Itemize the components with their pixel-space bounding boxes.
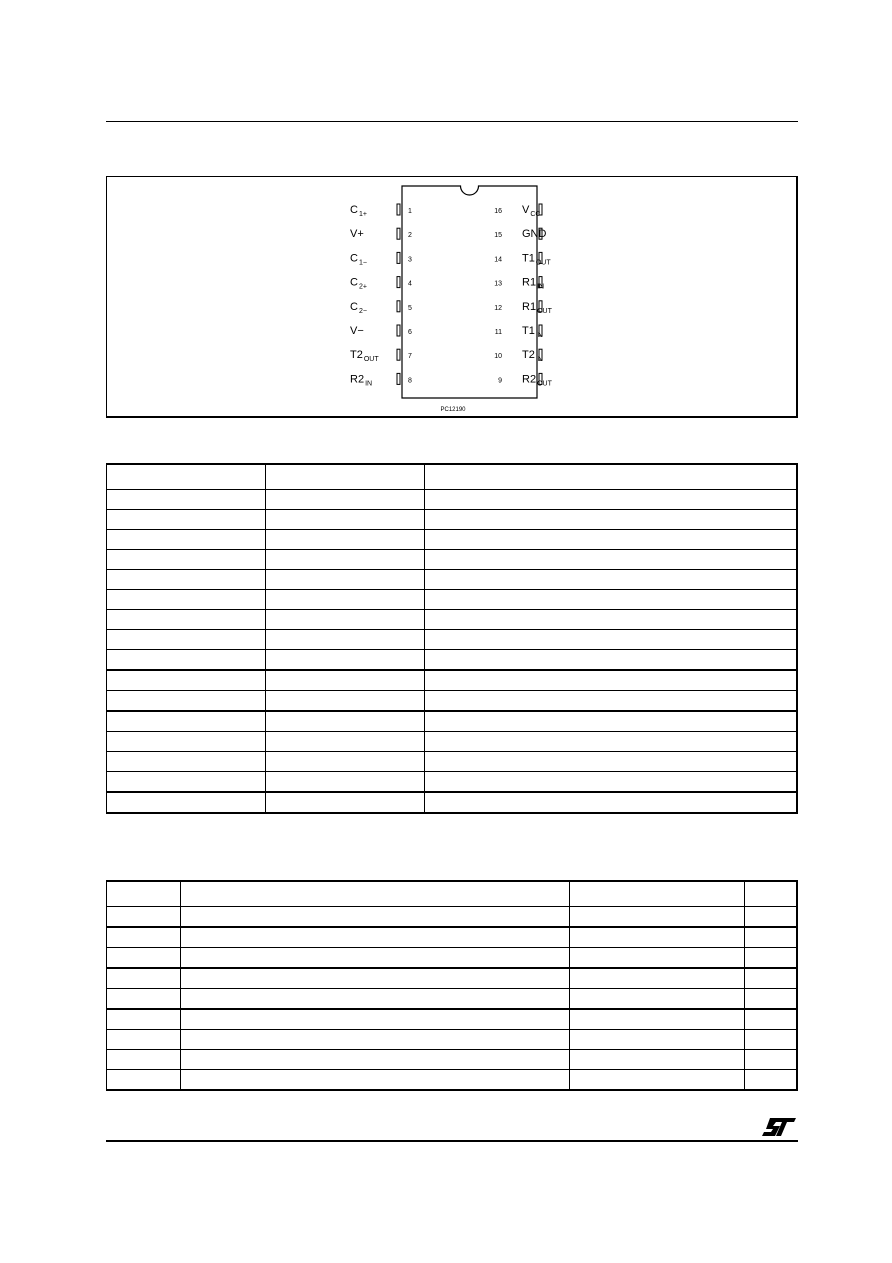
table-row bbox=[107, 691, 798, 712]
table-cell bbox=[425, 711, 798, 732]
pin-number-13: 13 bbox=[494, 280, 502, 288]
table-header-row bbox=[107, 464, 798, 490]
pin-number-5: 5 bbox=[408, 304, 412, 312]
table-cell bbox=[266, 752, 425, 772]
pin-stub-7 bbox=[397, 349, 400, 360]
table-cell bbox=[425, 570, 798, 590]
table-cell bbox=[266, 711, 425, 732]
table-row bbox=[107, 711, 798, 732]
table-cell bbox=[570, 989, 745, 1010]
table-cell bbox=[107, 732, 266, 752]
table-cell bbox=[107, 1030, 181, 1050]
table-cell bbox=[266, 550, 425, 570]
table-cell bbox=[107, 989, 181, 1010]
table-cell bbox=[181, 989, 570, 1010]
pin-number-4: 4 bbox=[408, 280, 412, 288]
pin-label-15: GND bbox=[522, 228, 547, 241]
table-cell bbox=[425, 490, 798, 510]
table-cell bbox=[425, 590, 798, 610]
pin-label-6: V− bbox=[350, 325, 364, 337]
table-row bbox=[107, 630, 798, 650]
table-cell bbox=[266, 530, 425, 550]
pin-number-9: 9 bbox=[498, 377, 502, 385]
diagram-code: PC12190 bbox=[440, 407, 466, 413]
pin-stub-5 bbox=[397, 301, 400, 312]
pin-stub-2 bbox=[397, 228, 400, 239]
footer-rule bbox=[106, 1140, 798, 1142]
table-cell bbox=[266, 650, 425, 671]
table-cell bbox=[745, 1030, 798, 1050]
table-cell bbox=[107, 650, 266, 671]
table-cell bbox=[570, 1030, 745, 1050]
table-row bbox=[107, 610, 798, 630]
table-cell bbox=[107, 792, 266, 813]
table-cell bbox=[181, 1050, 570, 1070]
table-row bbox=[107, 1009, 798, 1030]
table-cell bbox=[266, 772, 425, 793]
table-row bbox=[107, 1070, 798, 1091]
table-cell bbox=[266, 490, 425, 510]
pin-stub-3 bbox=[397, 252, 400, 263]
table-cell bbox=[107, 490, 266, 510]
table-cell bbox=[107, 570, 266, 590]
pin-label-7: $T2_{OUT}$ bbox=[350, 349, 379, 364]
table-cell bbox=[107, 1009, 181, 1030]
pin-label-12: $R1_{OUT}$ bbox=[522, 300, 552, 315]
table-cell bbox=[425, 610, 798, 630]
table-cell bbox=[266, 732, 425, 752]
pin-stub-6 bbox=[397, 325, 400, 336]
table-cell bbox=[107, 948, 181, 969]
table-cell bbox=[425, 550, 798, 570]
table-cell bbox=[425, 670, 798, 691]
pin-number-8: 8 bbox=[408, 377, 412, 385]
table-row bbox=[107, 1030, 798, 1050]
chip-body bbox=[402, 186, 537, 398]
table-cell bbox=[266, 691, 425, 712]
table-cell bbox=[745, 989, 798, 1010]
table-cell bbox=[570, 907, 745, 928]
table-cell bbox=[107, 691, 266, 712]
table-row bbox=[107, 1050, 798, 1070]
table-cell bbox=[745, 927, 798, 948]
table-cell bbox=[107, 1050, 181, 1070]
pin-label-9: $R2_{OUT}$ bbox=[522, 373, 552, 388]
table-cell bbox=[181, 1070, 570, 1091]
table-cell bbox=[570, 968, 745, 989]
table-cell bbox=[745, 1009, 798, 1030]
table-cell bbox=[107, 881, 181, 907]
table-cell bbox=[107, 510, 266, 530]
pin-number-12: 12 bbox=[494, 304, 502, 312]
pin-number-15: 15 bbox=[494, 232, 502, 240]
table-cell bbox=[266, 510, 425, 530]
table-cell bbox=[425, 772, 798, 793]
pin-label-11: $T1_{IN}$ bbox=[522, 325, 543, 339]
table-cell bbox=[745, 968, 798, 989]
table-cell bbox=[570, 1070, 745, 1091]
pin-label-8: $R2_{IN}$ bbox=[350, 373, 373, 388]
table-cell bbox=[181, 968, 570, 989]
table-cell bbox=[425, 732, 798, 752]
pin-number-6: 6 bbox=[408, 329, 412, 336]
header-rule bbox=[106, 121, 798, 122]
table-cell bbox=[181, 1030, 570, 1050]
table-cell bbox=[107, 630, 266, 650]
table-cell bbox=[266, 590, 425, 610]
table-cell bbox=[425, 510, 798, 530]
table-row bbox=[107, 989, 798, 1010]
table-header-row bbox=[107, 881, 798, 907]
table-cell bbox=[266, 464, 425, 490]
pin-connection-diagram bbox=[106, 176, 798, 418]
pin-number-14: 14 bbox=[494, 256, 502, 264]
pin-label-2: V+ bbox=[350, 228, 364, 241]
table-row bbox=[107, 732, 798, 752]
table-cell bbox=[745, 881, 798, 907]
table-row bbox=[107, 927, 798, 948]
table-cell bbox=[570, 1050, 745, 1070]
table-cell bbox=[107, 907, 181, 928]
st-logo-icon bbox=[760, 1116, 798, 1138]
table-row bbox=[107, 530, 798, 550]
pin-number-1: 1 bbox=[408, 208, 412, 215]
pin-number-3: 3 bbox=[408, 256, 412, 264]
table-cell bbox=[425, 792, 798, 813]
table-cell bbox=[107, 610, 266, 630]
table-row bbox=[107, 550, 798, 570]
table-cell bbox=[181, 907, 570, 928]
table-cell bbox=[181, 1009, 570, 1030]
table-cell bbox=[266, 670, 425, 691]
table-cell bbox=[425, 691, 798, 712]
pin-number-7: 7 bbox=[408, 353, 412, 361]
pin-description-table bbox=[106, 463, 798, 814]
pin-number-11: 11 bbox=[494, 329, 502, 336]
table-cell bbox=[107, 927, 181, 948]
table-cell bbox=[107, 530, 266, 550]
table-row bbox=[107, 948, 798, 969]
table-cell bbox=[425, 650, 798, 671]
table-cell bbox=[570, 948, 745, 969]
table-row bbox=[107, 570, 798, 590]
pin-number-2: 2 bbox=[408, 232, 412, 240]
table-cell bbox=[745, 948, 798, 969]
dip16-package bbox=[107, 177, 796, 416]
table-cell bbox=[107, 464, 266, 490]
table-row bbox=[107, 650, 798, 671]
table-row bbox=[107, 792, 798, 813]
table-cell bbox=[425, 752, 798, 772]
table-cell bbox=[570, 927, 745, 948]
pin-label-13: $R1_{IN}$ bbox=[522, 276, 545, 291]
table-cell bbox=[266, 630, 425, 650]
table-row bbox=[107, 772, 798, 793]
table-cell bbox=[425, 464, 798, 490]
table-cell bbox=[107, 670, 266, 691]
table-cell bbox=[745, 1070, 798, 1091]
table-cell bbox=[107, 1070, 181, 1091]
table-cell bbox=[107, 968, 181, 989]
table-cell bbox=[107, 550, 266, 570]
pin-number-16: 16 bbox=[494, 208, 502, 215]
table-cell bbox=[266, 570, 425, 590]
table-row bbox=[107, 752, 798, 772]
table-cell bbox=[107, 711, 266, 732]
pin-stub-1 bbox=[397, 204, 400, 215]
table-cell bbox=[745, 907, 798, 928]
table-cell bbox=[570, 1009, 745, 1030]
table-cell bbox=[570, 881, 745, 907]
pin-stub-8 bbox=[397, 373, 400, 384]
pin-label-4: $C_{2+}$ bbox=[350, 276, 367, 291]
table-cell bbox=[266, 792, 425, 813]
table-cell bbox=[745, 1050, 798, 1070]
table-row bbox=[107, 510, 798, 530]
table-cell bbox=[181, 948, 570, 969]
table-row bbox=[107, 670, 798, 691]
table-cell bbox=[107, 772, 266, 793]
table-cell bbox=[107, 590, 266, 610]
table-cell bbox=[181, 881, 570, 907]
table-row bbox=[107, 968, 798, 989]
pin-label-5: $C_{2-}$ bbox=[350, 300, 367, 315]
table-cell bbox=[107, 752, 266, 772]
table-cell bbox=[181, 927, 570, 948]
table-cell bbox=[425, 630, 798, 650]
pin-number-10: 10 bbox=[494, 353, 502, 361]
table-row bbox=[107, 907, 798, 928]
table-row bbox=[107, 590, 798, 610]
pin-label-1: $C_{1+}$ bbox=[350, 204, 367, 218]
pin-stub-4 bbox=[397, 277, 400, 288]
pin-label-14: $T1_{OUT}$ bbox=[522, 252, 551, 267]
pin-label-16: $V_{CC}$ bbox=[522, 204, 541, 218]
pin-label-3: $C_{1-}$ bbox=[350, 252, 367, 267]
table-row bbox=[107, 490, 798, 510]
table-cell bbox=[425, 530, 798, 550]
pin-label-10: $T2_{IN}$ bbox=[522, 349, 543, 364]
table-cell bbox=[266, 610, 425, 630]
absolute-ratings-table bbox=[106, 880, 798, 1091]
